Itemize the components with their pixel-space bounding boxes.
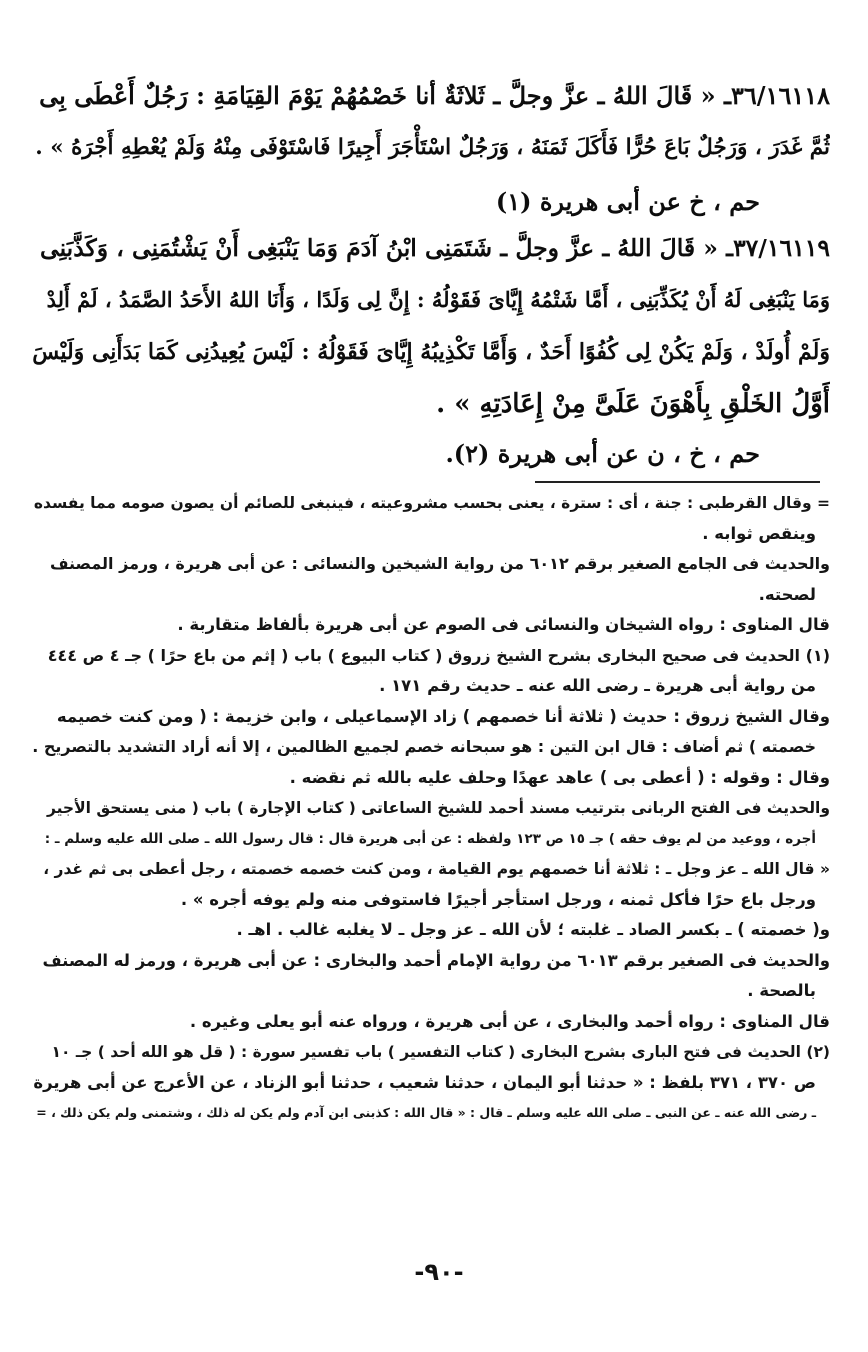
hadith-37-line: ٣٧/١٦١١٩ـ « قَالَ اللهُ ـ عزَّ وجلَّ ـ شَتَمَنِى ابْنُ آدَمَ وَمَا يَنْبَغِى أَنْ يَشْتُمَنِى ، وَكَذَّبَنِى — [40, 234, 830, 262]
footnote-line: والحديث فى الصغير برقم ٦٠١٣ من رواية الإمام أحمد والبخارى : عن أبى هريرة ، ورمز له المصنف — [42, 950, 830, 970]
hadith-37 — [30, 222, 830, 474]
footnote-line: « قال الله ـ عز وجل ـ : ثلاثة أنا خصمهم يوم القيامة ، ومن كنت خصمه خصمته ، رجل أعطى بى ثم غدر ، — [43, 860, 830, 878]
footnote-line: (٢) الحديث فى فتح البارى بشرح البخارى ( كتاب التفسير ) باب تفسير سورة : ( قل هو الله أحد ) جـ ١٠ — [51, 1043, 830, 1061]
footnote-line: بالصحة . — [747, 981, 816, 1000]
page-number: -٩٠- — [414, 1258, 464, 1286]
footnote-line: ص ٣٧٠ ، ٣٧١ بلفظ : « حدثنا أبو اليمان ، حدثنا شعيب ، حدثنا أبو الزناد ، عن الأعرج عن أبى هريرة — [33, 1072, 816, 1092]
footnote-line: والحديث فى الجامع الصغير برقم ٦٠١٢ من رواية الشيخين والنسائى : عن أبى هريرة ، ورمز المصنف — [49, 554, 830, 573]
footnote-line: (١) الحديث فى صحيح البخارى بشرح الشيخ زروق ( كتاب البيوع ) باب ( إثم من باع حرًا ) جـ ٤ ص ٤٤٤ — [47, 645, 830, 665]
hadith-36-source: حم ، خ عن أبى هريرة (١) — [495, 187, 760, 216]
hadith-36-line: ٣٦/١٦١١٨ـ « قَالَ اللهُ ـ عزَّ وجلَّ ـ ثَلاثَةٌ أنا خَصْمُهُمْ يَوْمَ القِيَامَةِ : رَجُلٌ أَعْطَى بِى — [39, 81, 830, 110]
footnote-line: و( خصمته ) ـ بكسر الصاد ـ غلبته ؛ لأن الله ـ عز وجل ـ لا يغلبه غالب . اهـ . — [236, 920, 830, 939]
hadith-36-line: ثُمَّ غَدَرَ ، وَرَجُلٌ بَاعَ حُرًّا فَأَكَلَ ثَمَنَهُ ، وَرَجُلٌ اسْتَأْجَرَ أَجِيرًا فَاسْتَوْفَى مِنْهُ وَلَمْ يُعْطِهِ أَجْرَهُ » . — [35, 135, 830, 160]
hadith-37-source: حم ، خ ، ن عن أبى هريرة (٢). — [445, 439, 760, 468]
footnote-line: وينقص ثوابه . — [702, 523, 816, 543]
footnote-line: وقال الشيخ زروق : حديث ( ثلاثة أنا خصمهم ) زاد الإسماعيلى ، وابن خزيمة : ( ومن كنت خصيمه — [56, 706, 830, 726]
footnote-line: من رواية أبى هريرة ـ رضى الله عنه ـ حديث رقم ١٧١ . — [379, 676, 816, 695]
hadith-37-line: أَوَّلُ الخَلْقِ بِأَهْوَنَ عَلَىَّ مِنْ إِعَادَتِهِ » . — [436, 389, 830, 419]
footnote-line: أجره ، ووعيد من لم يوف حقه ) جـ ١٥ ص ١٢٣ ولفظه : عن أبى هريرة قال : قال رسول الله ـ صلى الله عليه وسلم ـ : — [44, 830, 816, 847]
footnote-line: ـ رضى الله عنه ـ عن النبى ـ صلى الله عليه وسلم ـ قال : « قال الله : كذبنى ابن آدم ولم يكن له ذلك ، وشتمنى ولم يكن ذلك ، = — [36, 1105, 816, 1120]
hadith-37-line: وَمَا يَنْبَغِى لَهُ أَنْ يُكَذِّبَنِى ، أَمَّا شَتْمُهُ إِيَّاىَ فَقَوْلُهُ : إِنَّ لِى وَلَدًا ، وَأَنَا اللهُ الأَحَدُ الصَّمَدُ ، لَمْ أَلِدْ — [46, 287, 830, 312]
footnote-line: قال المناوى : رواه الشيخان والنسائى فى الصوم عن أبى هريرة بألفاظ متقاربة . — [177, 615, 830, 634]
footnote-line: = وقال القرطبى : جنة ، أى : سترة ، يعنى بحسب مشروعيته ، فينبغى للصائم أن يصون صومه مما يفسده — [33, 494, 830, 512]
footnotes — [30, 488, 830, 1129]
footnote-line: قال المناوى : رواه أحمد والبخارى ، عن أبى هريرة ، ورواه عنه أبو يعلى وغيره . — [189, 1011, 830, 1031]
footnote-line: خصمته ) ثم أضاف : قال ابن التين : هو سبحانه خصم لجميع الظالمين ، إلا أنه أراد التشديد بالتصريح . — [32, 737, 816, 756]
footnote-line: لصحته. — [758, 584, 816, 604]
footnote-line: وقال : وقوله : ( أعطى بى ) عاهد عهدًا وحلف عليه بالله ثم نقضه . — [289, 767, 830, 787]
hadith-37-line: وَلَمْ أُولَدْ ، وَلَمْ يَكُنْ لِى كُفُوًا أَحَدٌ ، وَأَمَّا تَكْذِيبُهُ إِيَّاىَ فَقَوْلُهُ : لَيْسَ يُعِيدُنِى كَمَا بَدَأَنِى وَلَيْسَ — [32, 339, 830, 365]
footnote-divider — [535, 481, 820, 483]
footnote-line: والحديث فى الفتح الربانى بترتيب مسند أحمد للشيخ الساعاتى ( كتاب الإجارة ) باب ( منى يستحق الأجير — [46, 799, 830, 817]
hadith-36 — [30, 70, 830, 222]
footnote-line: ورجل باع حرًا فأكل ثمنه ، ورجل استأجر أجيرًا فاستوفى منه ولم يوفه أجره » . — [180, 889, 816, 909]
